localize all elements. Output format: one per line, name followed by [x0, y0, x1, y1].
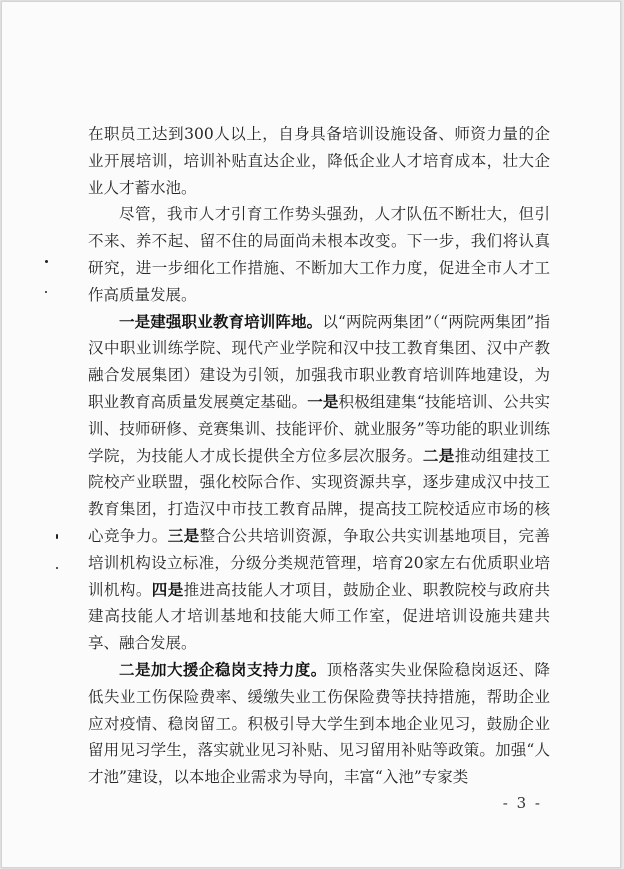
document-body: [88, 121, 550, 791]
item-marker-2: 二是: [422, 445, 455, 465]
page-number: - 3 -: [502, 794, 542, 812]
item-text-3: 整合公共培训资源，争取公共实训基地项目，完善培训机构设立标准，分级分类规范管理，培育20家左右优质职业培训机构。: [88, 526, 550, 599]
scan-speck: [45, 260, 48, 263]
item-marker-4: 四是: [151, 579, 184, 599]
paragraph-vocational-training: [88, 309, 550, 657]
item-marker-3: 三是: [167, 525, 200, 545]
scan-speck: [56, 567, 58, 569]
item-marker-1: 一是: [307, 391, 339, 411]
item-text-1: 积极组建集“技能培训、公共实训、技师研修、竞赛集训、技能评价、就业服务”等功能的职业训练学院，为技能人才成长提供全方位多层次服务。: [88, 392, 550, 465]
section-text: 以“两院两集团”（“两院两集团”指汉中职业训练学院、现代产业学院和汉中技工教育集团、汉中产教融合发展集团）建设为引领，加强我市职业教育培训阵地建设，为职业教育高质量发展奠定基础。: [88, 312, 550, 411]
section-text-2: 顶格落实失业保险稳岗返还、降低失业工伤保险费率、缓缴失业工伤保险费等扶持措施，帮助企业应对疫情、稳岗留工。积极引导大学生到本地企业见习，鼓励企业留用见习学生，落实就业见习补贴、见习留用补贴等政策。加强“人才池”建设，以本地企业需求为导向，丰富“入池”专家类: [88, 660, 550, 787]
paragraph-job-stabilization: [88, 657, 550, 791]
scan-speck: [56, 534, 58, 539]
document-page: [1, 1, 621, 868]
paragraph-summary: 尽管，我市人才引育工作势头强劲，人才队伍不断壮大，但引不来、养不起、留不住的局面尚未根本改变。下一步，我们将认真研究，进一步细化工作措施、不断加大工作力度，促进全市人才工作高质量发展。: [88, 205, 550, 304]
section-heading-1: 一是建强职业教育培训阵地。: [119, 311, 323, 331]
scan-speck: [45, 291, 47, 293]
paragraph-continued: 在职员工达到300人以上，自身具备培训设施设备、师资力量的企业开展培训，培训补贴直达企业，降低企业人才培育成本，壮大企业人才蓄水池。: [88, 125, 550, 197]
section-heading-2: 二是加大援企稳岗支持力度。: [119, 659, 327, 679]
item-text-2: 推动组建技工院校产业联盟，强化校际合作、实现资源共享，逐步建成汉中技工教育集团，打造汉中市技工教育品牌，提高技工院校适应市场的核心竞争力。: [88, 446, 550, 545]
item-text-4: 推进高技能人才项目，鼓励企业、职教院校与政府共建高技能人才培训基地和技能大师工作室，促进培训设施共建共享、融合发展。: [88, 580, 550, 653]
